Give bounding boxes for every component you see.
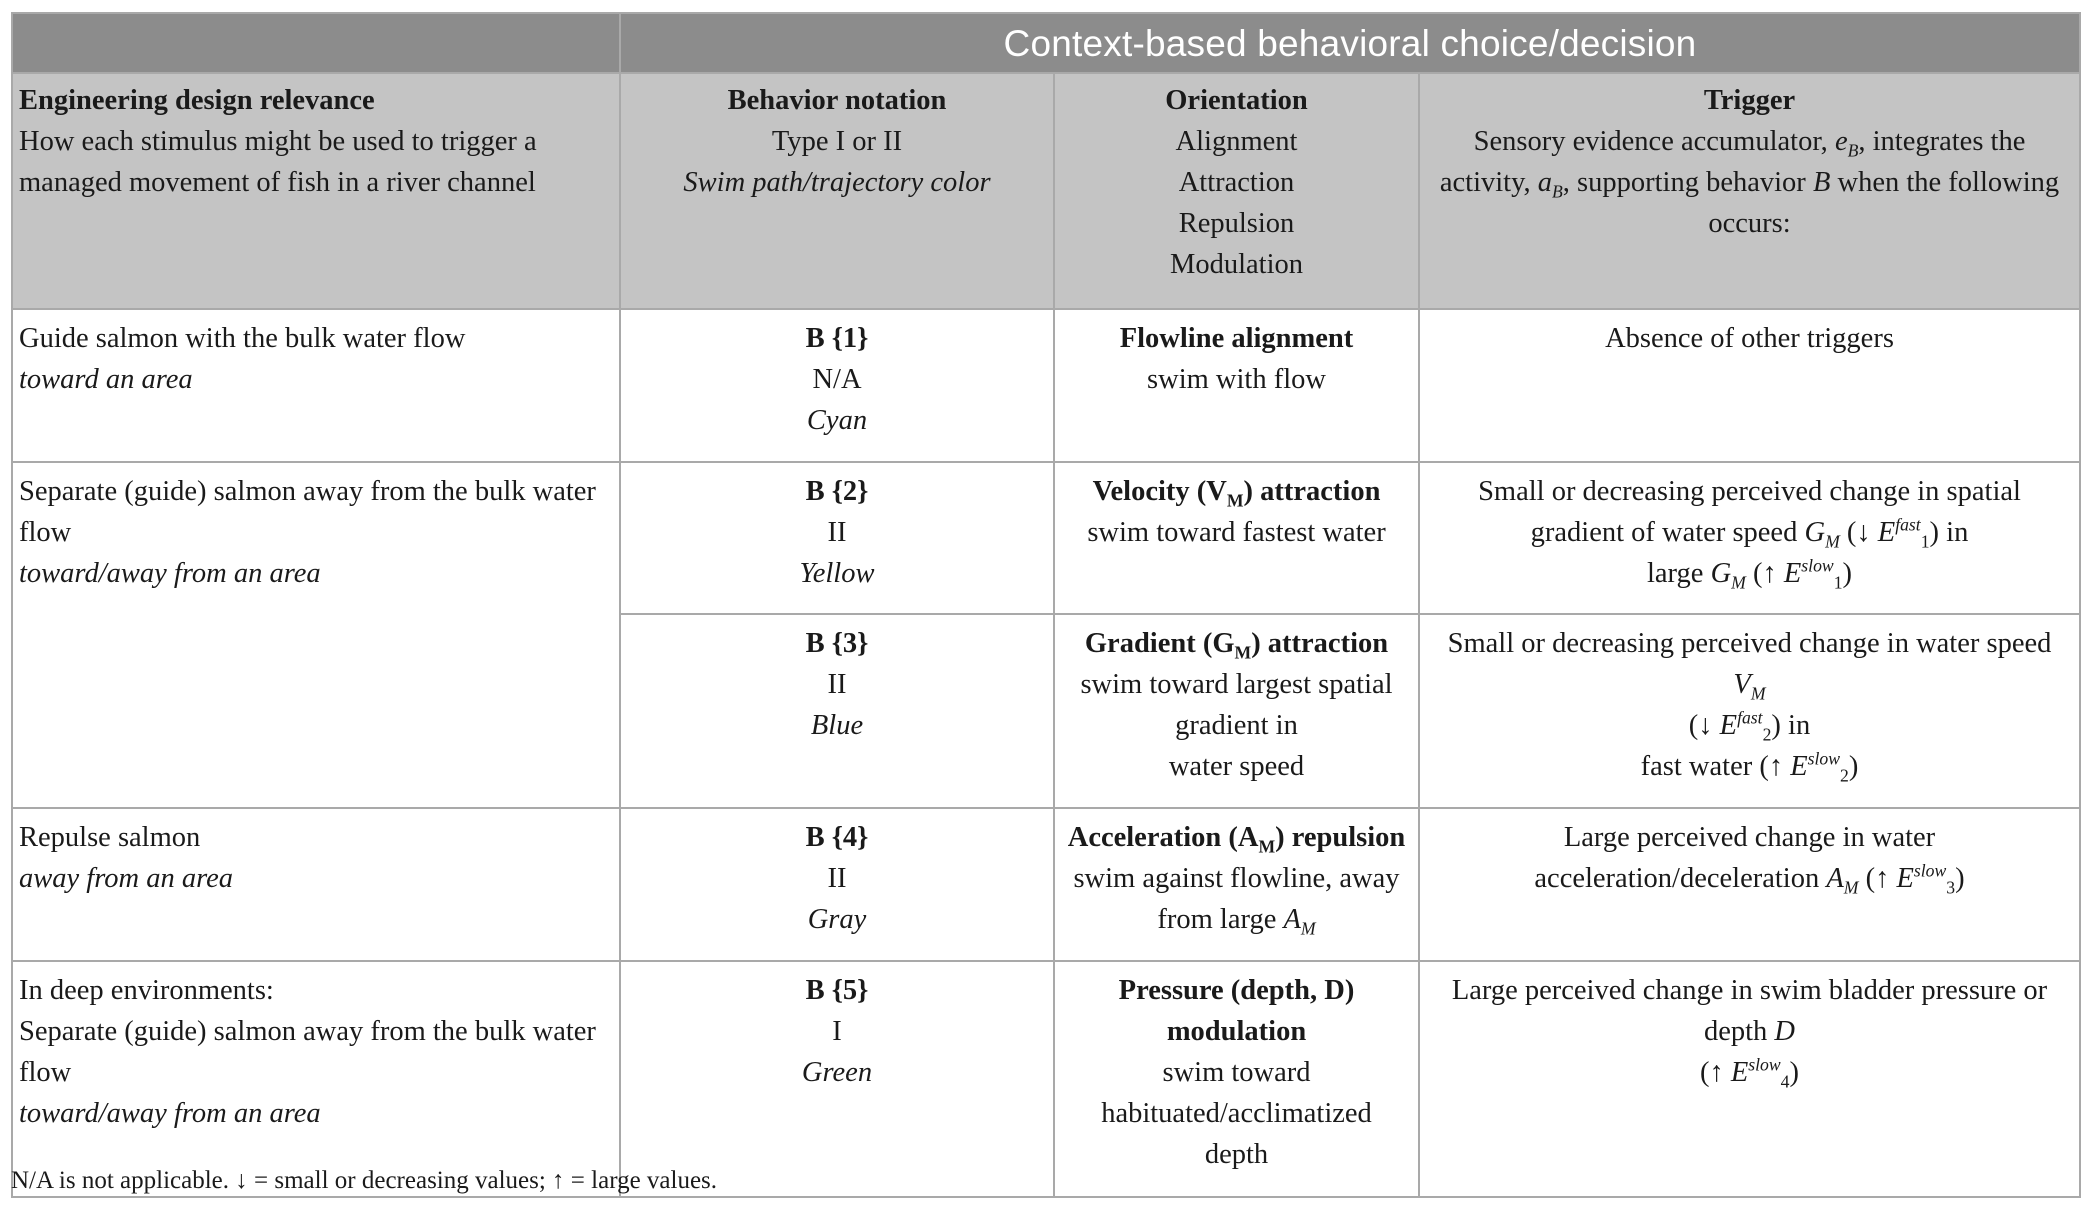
relevance-text: flow: [19, 1057, 72, 1088]
orientation-text: swim toward largest spatial: [1080, 669, 1393, 700]
trajectory-color: Gray: [807, 904, 867, 935]
relevance-cell: [12, 309, 620, 462]
notation-cell: [620, 808, 1054, 961]
relevance-italic: toward/away from an area: [19, 558, 321, 589]
orientation-text: swim with flow: [1147, 364, 1326, 395]
header-row: [12, 73, 2080, 309]
orientation-title: Velocity $(V_M)$ attraction: [1092, 476, 1381, 511]
header-col3-line: Attraction: [1178, 167, 1295, 198]
trigger-cell: [1419, 309, 2080, 462]
header-col1-title: Engineering design relevance: [19, 85, 375, 116]
behavior-type: II: [827, 517, 847, 548]
orientation-title: Acceleration $(A_M)$ repulsion: [1067, 822, 1406, 857]
table-footnote: N/A is not applicable. ↓ = small or decreasing values; ↑ = large values.: [11, 1167, 718, 1194]
trigger-text: Large perceived change in swim bladder pressure or: [1451, 975, 2048, 1006]
header-orientation: [1054, 73, 1419, 309]
relevance-text: Separate (guide) salmon away from the bulk water: [19, 1016, 596, 1047]
header-col4-line3: occurs:: [1708, 208, 1791, 239]
table-row: [12, 808, 2080, 961]
behavior-table: [11, 12, 2081, 1198]
behavior-type: N/A: [812, 364, 862, 395]
table-row: [12, 961, 2080, 1197]
relevance-italic: toward an area: [19, 364, 193, 395]
trigger-text: (↓ $E^{fast}_2$) in: [1688, 707, 1811, 745]
trajectory-color: Green: [801, 1057, 873, 1088]
behavior-notation: B {5}: [805, 975, 869, 1006]
header-col1-line: How each stimulus might be used to trigger a: [19, 126, 537, 157]
orientation-text: habituated/acclimatized: [1101, 1098, 1372, 1129]
orientation-text: from large $A_M$: [1157, 904, 1316, 939]
trajectory-color: Cyan: [806, 405, 868, 436]
trigger-text: depth D: [1703, 1016, 1796, 1047]
trigger-cell: [1419, 961, 2080, 1197]
orientation-text: water speed: [1168, 751, 1305, 782]
orientation-cell: [1054, 309, 1419, 462]
trigger-text: (↑ $E^{slow}_4$): [1699, 1054, 1799, 1092]
trigger-text: $V_M$: [1733, 669, 1766, 704]
table-title: Context-based behavioral choice/decision: [620, 13, 2080, 73]
trigger-text: Large perceived change in water: [1563, 822, 1936, 853]
header-col4-line2: activity, $a_B$, supporting behavior B when the following: [1439, 167, 2060, 202]
trigger-cell: [1419, 614, 2080, 808]
header-col4-line1: Sensory evidence accumulator, $e_B$, integrates the: [1473, 126, 2026, 161]
relevance-text: Separate (guide) salmon away from the bulk water: [19, 476, 596, 507]
header-col3-line: Alignment: [1175, 126, 1298, 157]
relevance-cell: [12, 961, 620, 1197]
header-col3-line: Repulsion: [1178, 208, 1295, 239]
trigger-cell: [1419, 808, 2080, 961]
behavior-notation: B {4}: [805, 822, 869, 853]
header-col3-line: Modulation: [1170, 249, 1303, 280]
header-col1-line: managed movement of fish in a river channel: [19, 167, 536, 198]
behavior-type: II: [827, 669, 847, 700]
orientation-cell: [1054, 614, 1419, 808]
header-engineering-relevance: [12, 73, 620, 309]
trigger-cell: [1419, 462, 2080, 614]
trigger-text: Small or decreasing perceived change in spatial: [1478, 476, 2021, 507]
orientation-text: depth: [1204, 1139, 1269, 1170]
orientation-cell: [1054, 462, 1419, 614]
trigger-text: large $G_M$ (↑ $E^{slow}_1$): [1646, 555, 1853, 593]
orientation-title: Gradient $(G_M)$ attraction: [1084, 628, 1389, 663]
trajectory-color: Yellow: [799, 558, 875, 589]
behavior-type: II: [827, 863, 847, 894]
relevance-text: Guide salmon with the bulk water flow: [19, 323, 466, 354]
notation-cell: [620, 961, 1054, 1197]
orientation-title: Flowline alignment: [1119, 323, 1354, 354]
header-col2-italic: Swim path/trajectory color: [683, 167, 991, 198]
header-col4-title: Trigger: [1703, 85, 1796, 116]
orientation-title: modulation: [1166, 1016, 1307, 1047]
orientation-text: swim toward fastest water: [1087, 517, 1386, 548]
relevance-cell: [12, 462, 620, 808]
notation-cell: [620, 614, 1054, 808]
trigger-text: acceleration/deceleration $A_M$ (↑ $E^{slow}_3$): [1534, 860, 1965, 898]
header-trigger: [1419, 73, 2080, 309]
orientation-text: swim toward: [1162, 1057, 1311, 1088]
table-row: [12, 309, 2080, 462]
behavior-notation: B {3}: [805, 628, 869, 659]
relevance-cell: [12, 808, 620, 961]
table-row: [12, 462, 2080, 614]
behavior-notation: B {1}: [805, 323, 869, 354]
behavior-notation: B {2}: [805, 476, 869, 507]
notation-cell: [620, 309, 1054, 462]
title-blank-cell: [12, 13, 620, 73]
trajectory-color: Blue: [810, 710, 864, 741]
relevance-italic: away from an area: [19, 863, 234, 894]
trigger-text: Absence of other triggers: [1605, 323, 1894, 354]
trigger-text: Small or decreasing perceived change in water speed: [1447, 628, 2052, 659]
orientation-text: gradient in: [1175, 710, 1298, 741]
relevance-text: Repulse salmon: [19, 822, 201, 853]
orientation-title: Pressure (depth, D): [1118, 975, 1355, 1006]
behavior-type: I: [832, 1016, 842, 1047]
header-col3-title: Orientation: [1165, 85, 1308, 116]
header-col2-line: Type I or II: [771, 126, 903, 157]
title-row: [12, 13, 2080, 73]
trigger-text: fast water (↑ $E^{slow}_2$): [1640, 748, 1859, 786]
notation-cell: [620, 462, 1054, 614]
orientation-text: swim against flowline, away: [1073, 863, 1400, 894]
header-col2-title: Behavior notation: [727, 85, 947, 116]
relevance-text: In deep environments:: [19, 975, 274, 1006]
relevance-italic: toward/away from an area: [19, 1098, 321, 1129]
orientation-cell: [1054, 808, 1419, 961]
header-behavior-notation: [620, 73, 1054, 309]
relevance-text: flow: [19, 517, 72, 548]
trigger-text: gradient of water speed $G_M$ (↓ $E^{fast}_1$) in: [1530, 514, 1969, 552]
orientation-cell: [1054, 961, 1419, 1197]
